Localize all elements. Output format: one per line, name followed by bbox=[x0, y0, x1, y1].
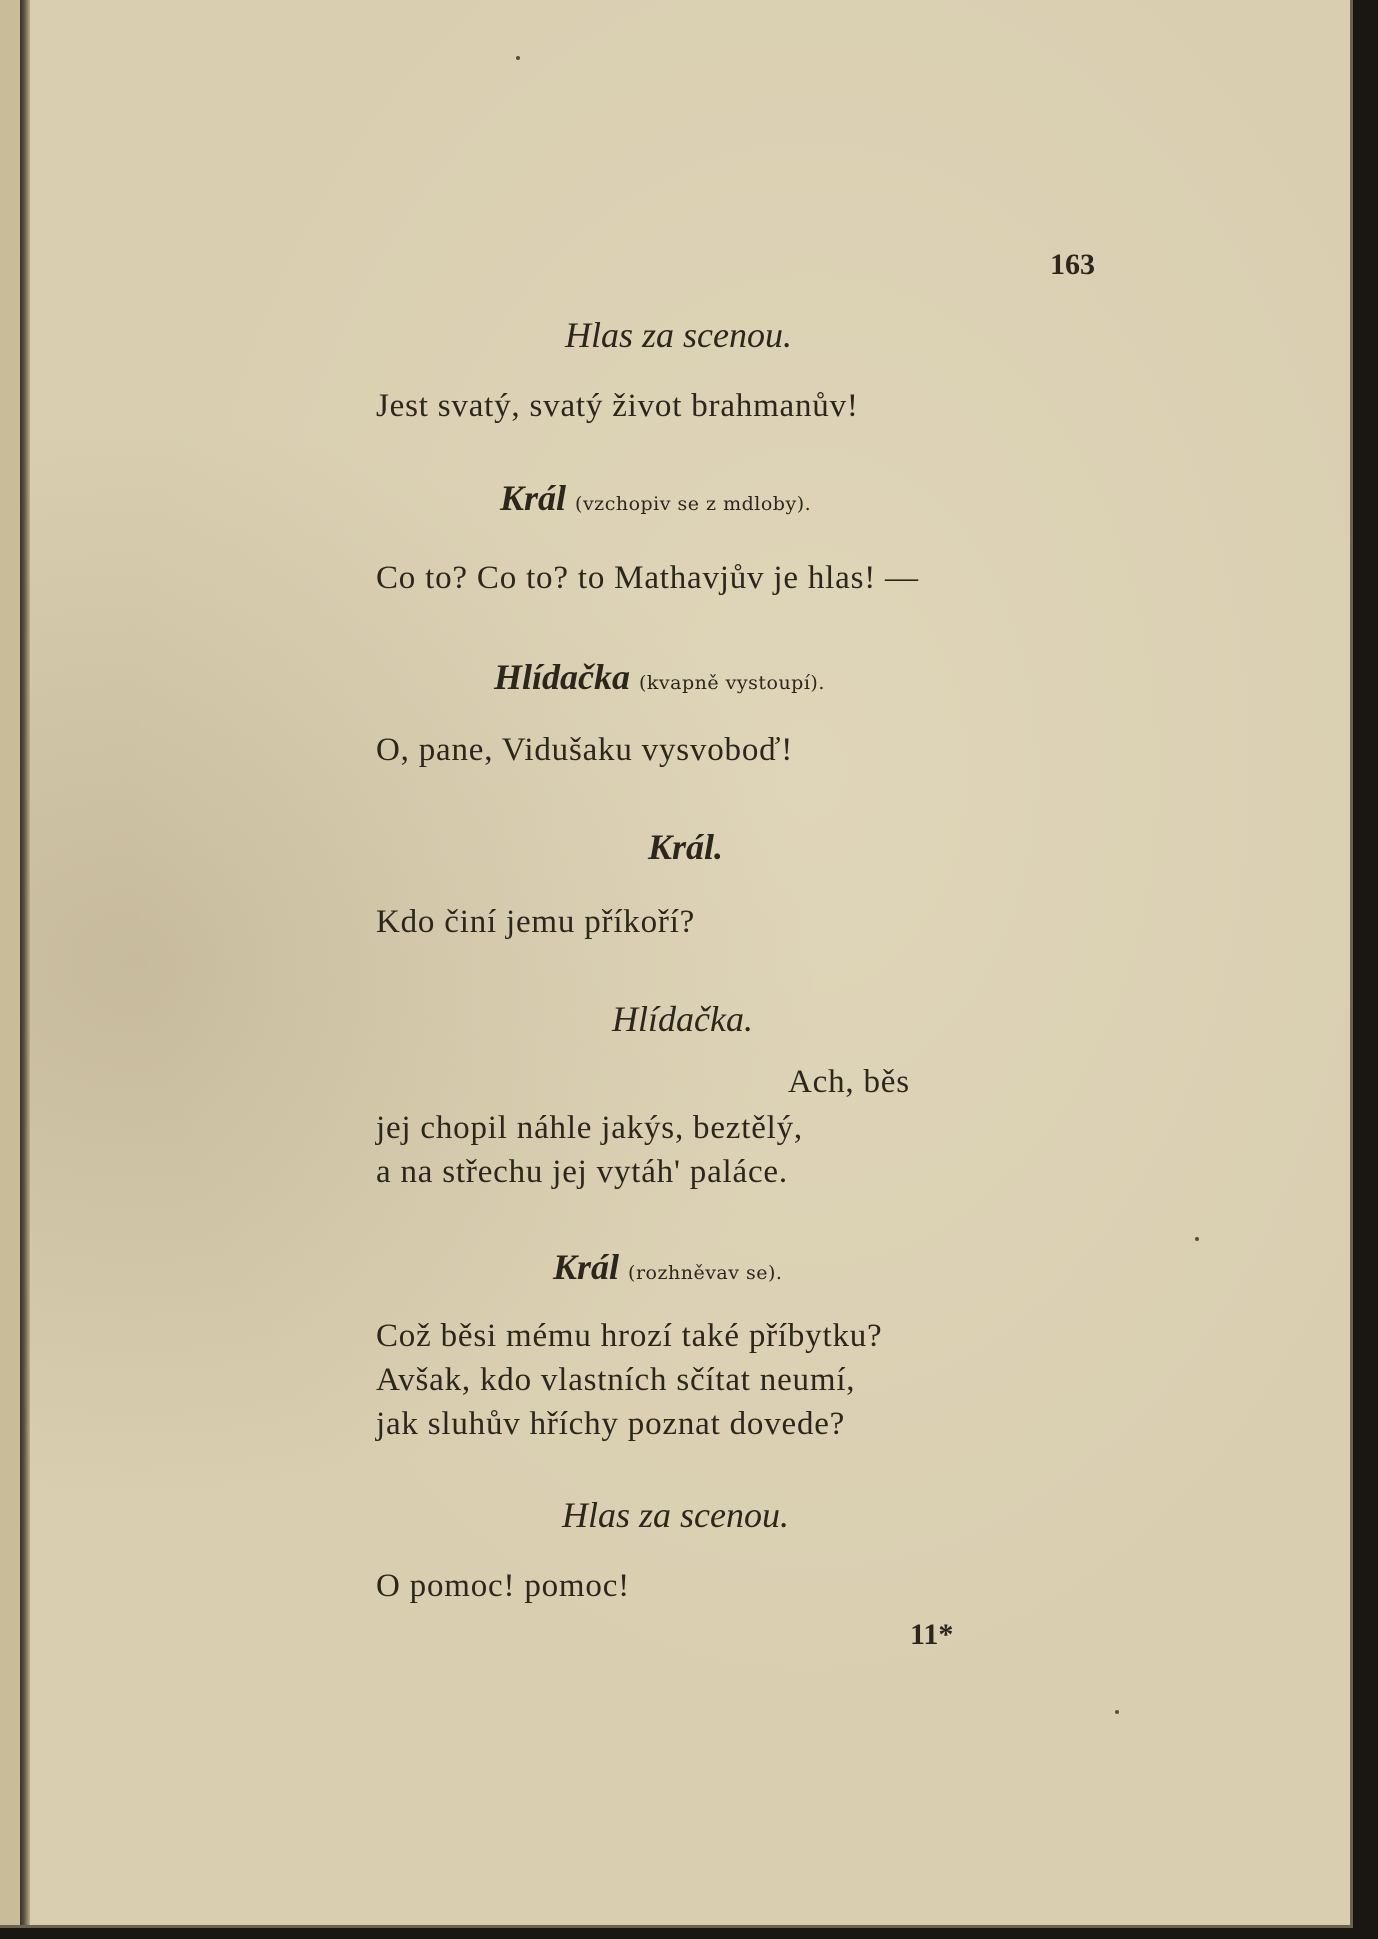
print-speck bbox=[1115, 1710, 1119, 1714]
speaker-heading bbox=[553, 1246, 782, 1288]
verse-line: Co to? Co to? to Mathavjův je hlas! — bbox=[376, 560, 919, 596]
verse-line: O, pane, Vidušaku vysvoboď! bbox=[376, 732, 794, 768]
verse-line: Kdo činí jemu příkoří? bbox=[376, 904, 696, 940]
signature-mark: 11* bbox=[910, 1618, 954, 1651]
stage-direction: (rozhněvav se). bbox=[628, 1262, 783, 1284]
speaker-heading bbox=[500, 477, 811, 519]
verse-line: a na střechu jej vytáh' paláce. bbox=[376, 1154, 788, 1190]
stage-direction: (vzchopiv se z mdloby). bbox=[575, 493, 812, 515]
speaker-name: Král bbox=[500, 478, 567, 518]
verse-line: Což běsi mému hrozí také příbytku? bbox=[376, 1318, 883, 1354]
verse-line: jej chopil náhle jakýs, beztělý, bbox=[376, 1110, 803, 1146]
speaker-heading bbox=[612, 998, 753, 1040]
verse-line: Jest svatý, svatý život brahmanův! bbox=[376, 388, 859, 424]
print-speck bbox=[1195, 1237, 1199, 1241]
speaker-name: Král bbox=[553, 1247, 620, 1287]
verse-line: O pomoc! pomoc! bbox=[376, 1568, 630, 1604]
page-gutter bbox=[0, 0, 20, 1925]
stage-direction: (kvapně vystoupí). bbox=[638, 672, 825, 694]
verse-line: jak sluhův hříchy poznat dovede? bbox=[376, 1406, 846, 1442]
speaker-heading bbox=[494, 656, 825, 698]
book-spine bbox=[20, 0, 30, 1925]
speaker-heading bbox=[648, 826, 723, 868]
print-speck bbox=[516, 56, 520, 60]
speaker-heading bbox=[565, 314, 792, 356]
speaker-name: Hlídačka bbox=[494, 657, 630, 697]
page-number: 163 bbox=[1050, 248, 1095, 281]
speaker-name: Hlídačka. bbox=[612, 999, 753, 1039]
speaker-heading bbox=[562, 1494, 789, 1536]
verse-line: Avšak, kdo vlastních sčítat neumí, bbox=[376, 1362, 856, 1398]
speaker-name: Hlas za scenou. bbox=[565, 315, 792, 355]
verse-line: Ach, běs bbox=[788, 1064, 910, 1100]
speaker-name: Hlas za scenou. bbox=[562, 1495, 789, 1535]
speaker-name: Král. bbox=[648, 827, 724, 867]
